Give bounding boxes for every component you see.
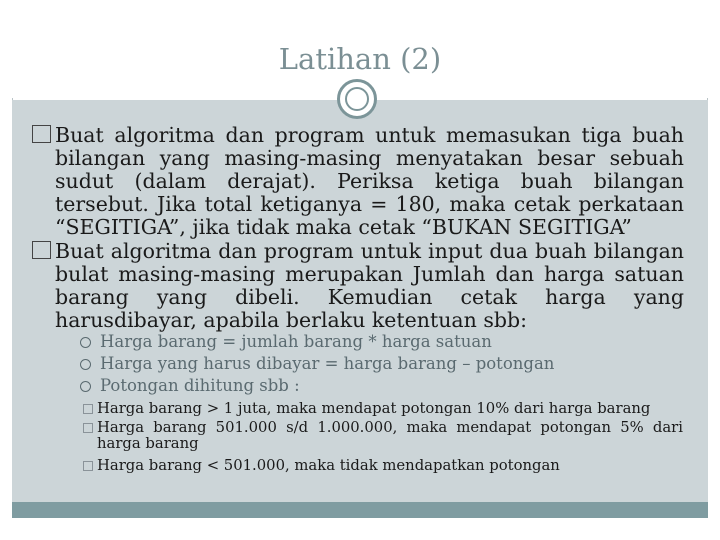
sub-point-2 [80,353,670,375]
checkbox-bullet-icon [32,125,51,143]
square-bullet-icon [83,404,93,414]
sub-point-3 [80,375,670,397]
sub-sub-point-1 [83,401,683,417]
square-bullet-icon [83,423,93,433]
footer-strip [12,518,708,528]
sub-sub-point-2 [83,420,683,452]
sub-sub-point-2-text: Harga barang 501.000 s/d 1.000.000, maka mendapat potongan 5% dari harga barang [97,419,683,452]
sub-point-1 [80,331,670,353]
circle-bullet-icon [80,359,91,370]
circle-bullet-icon [80,337,91,348]
sub-point-3-text: Potongan dihitung sbb : [100,376,300,395]
slide-title: Latihan (2) [278,42,442,76]
sub-point-2-text: Harga yang harus dibayar = harga barang – potongan [100,354,555,373]
sub-sub-point-3-text: Harga barang < 501.000, maka tidak mendapatkan potongan [97,457,560,474]
bullet-point-2-text: Buat algoritma dan program untuk input dua buah bilangan bulat masing-masing merupakan Jumlah dan harga satuan barang yang dibeli. Kemudian cetak harga yang harusdibayar, apabila berlaku ketentuan sbb: [55,239,684,332]
bullet-point-1 [32,124,684,239]
footer-accent-bar [12,502,708,518]
sub-point-1-text: Harga barang = jumlah barang * harga satuan [100,332,492,351]
ring-ornament-icon [337,79,377,119]
bullet-point-1-text: Buat algoritma dan program untuk memasukan tiga buah bilangan yang masing-masing menyatakan besar sebuah sudut (dalam derajat). Periksa ketiga buah bilangan tersebut. Jika total ketiganya = 180, maka cetak perkataan “SEGITIGA”, jika tidak maka cetak “BUKAN SEGITIGA” [55,123,684,239]
sub-sub-point-3 [83,458,683,474]
sub-sub-point-1-text: Harga barang > 1 juta, maka mendapat potongan 10% dari harga barang [97,400,651,417]
circle-bullet-icon [80,381,91,392]
bullet-point-2 [32,240,684,332]
checkbox-bullet-icon [32,241,51,259]
square-bullet-icon [83,461,93,471]
